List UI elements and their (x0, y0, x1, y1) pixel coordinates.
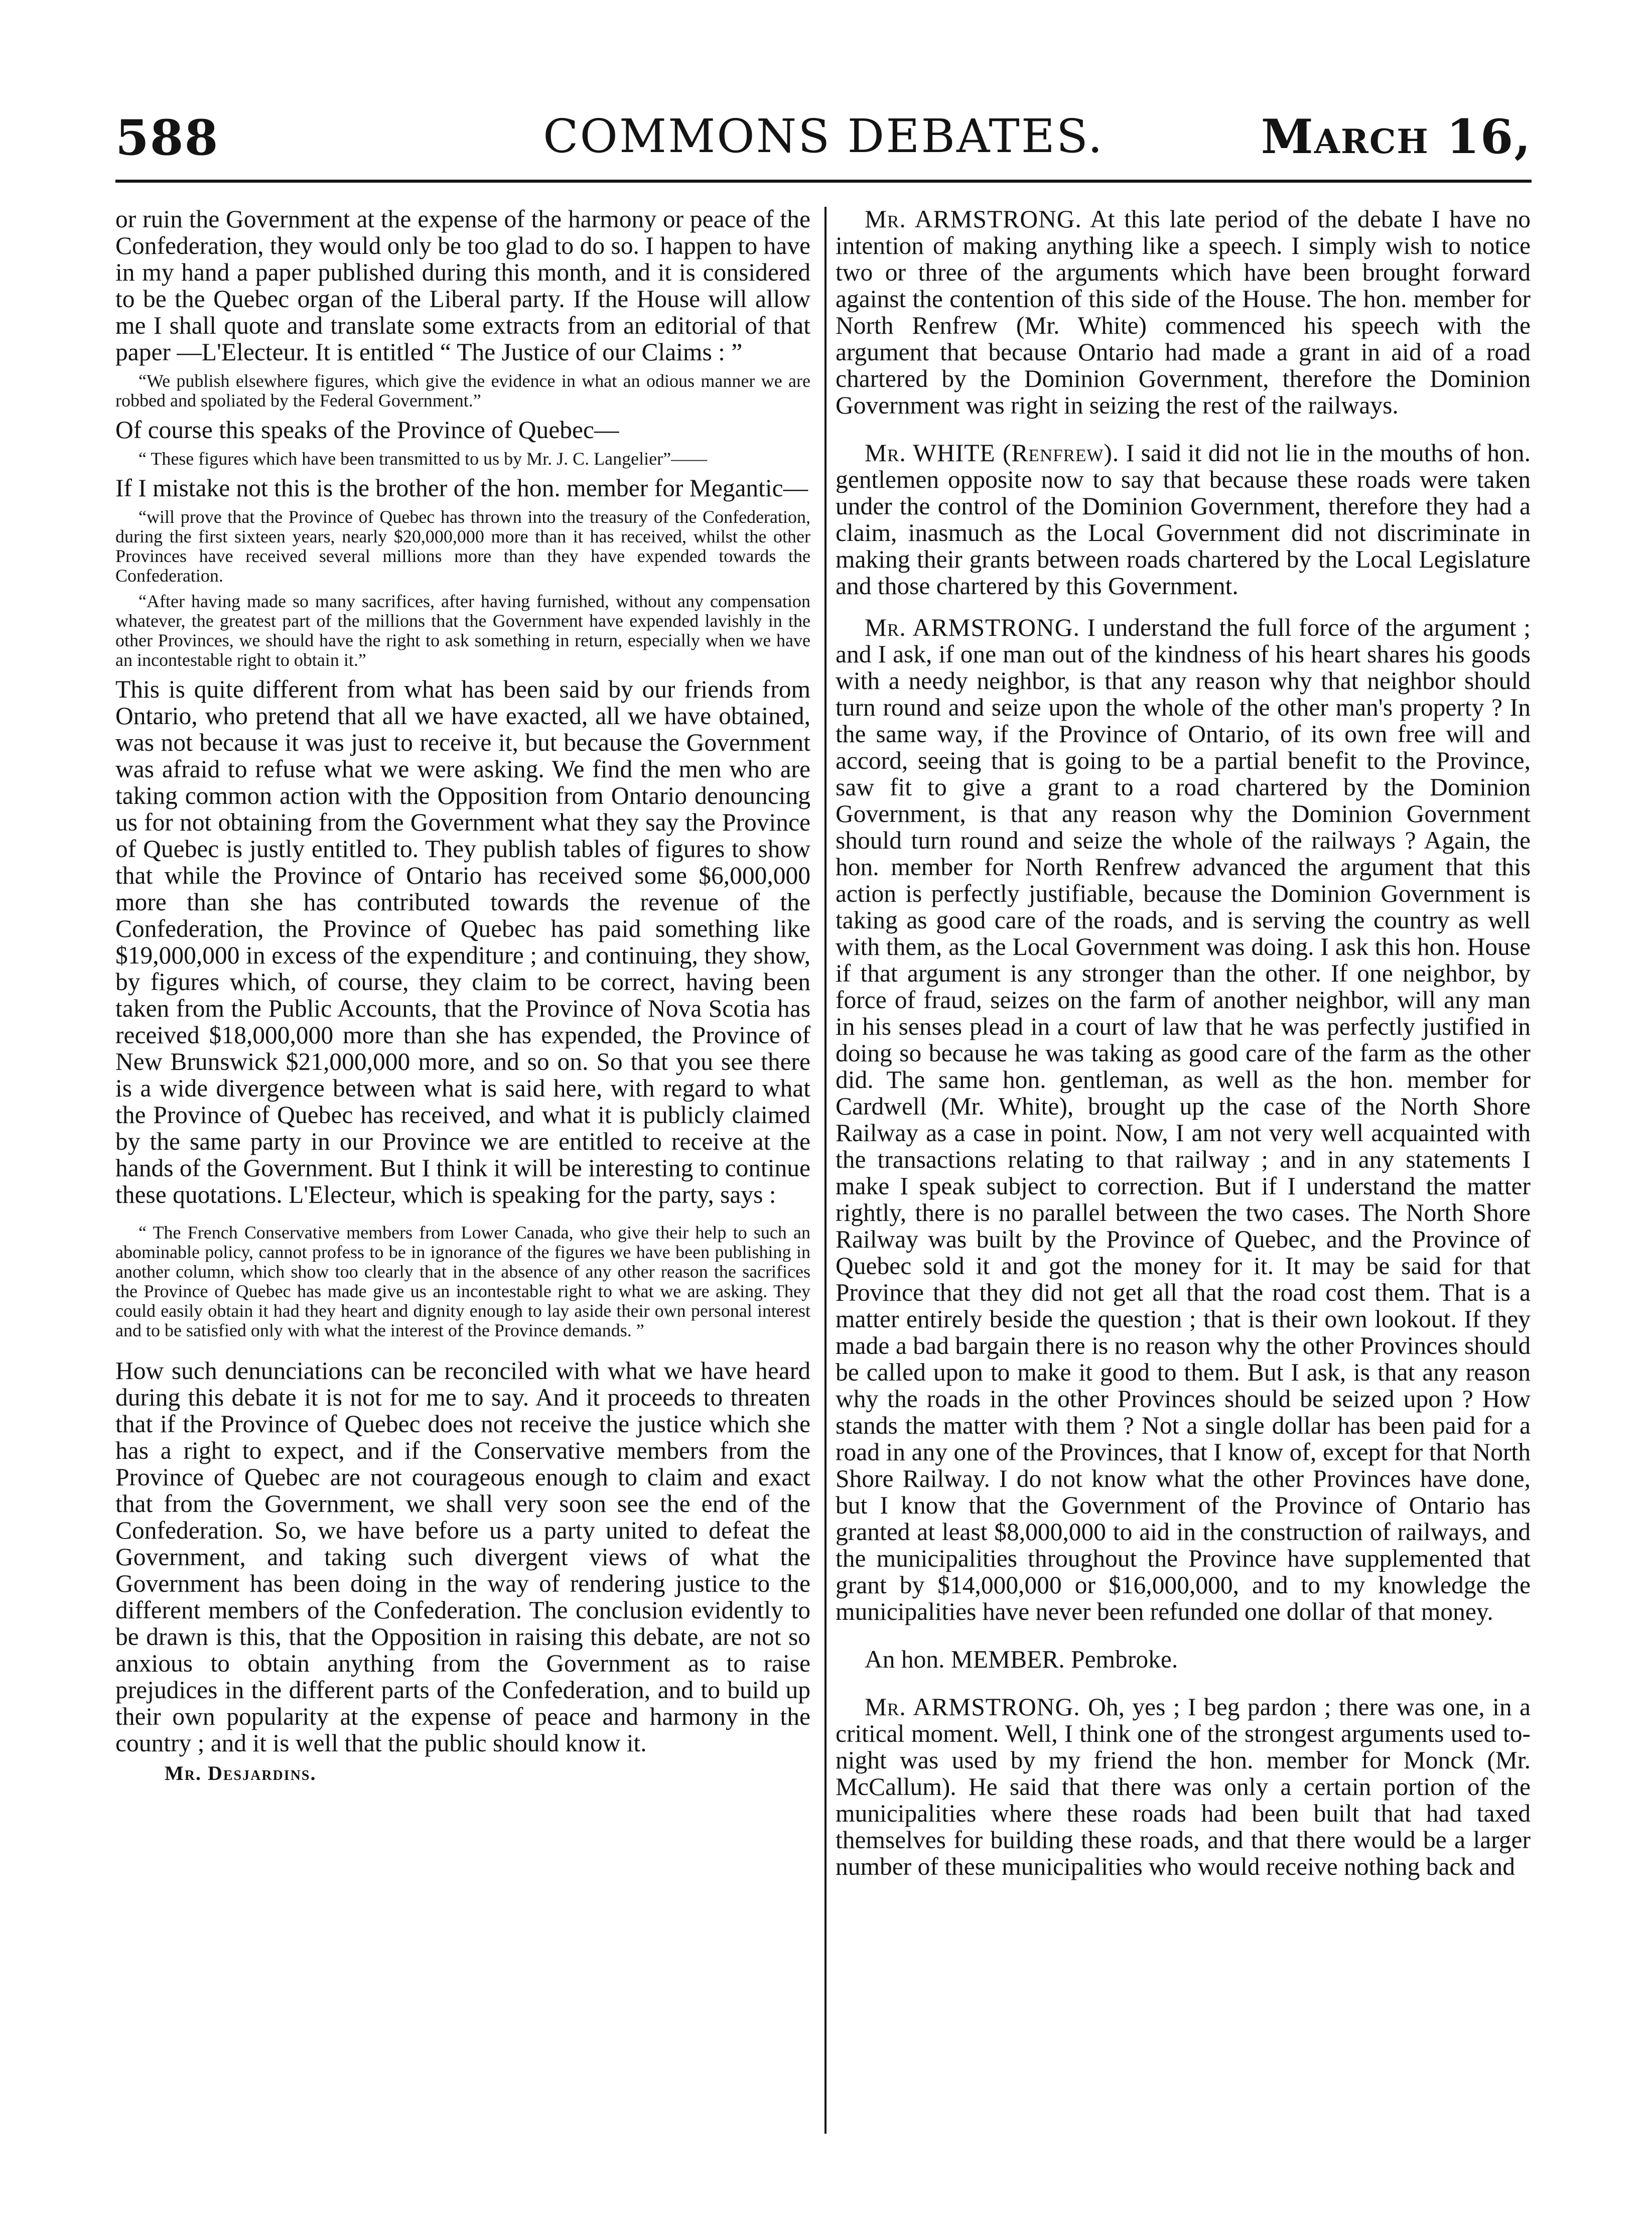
quote-3b: “After having made so many sacrifices, after having furnished, without any compensation whatever, the greatest part of the millions that the Government have expended lavishly in the other Provinces, we should have the right to ask something in return, especially when we have an incontestable right to obtain it.” (115, 591, 810, 670)
speech-armstrong-2 (836, 614, 1531, 1625)
speech-armstrong-3 (836, 1694, 1531, 1880)
speaker-name: Mr. ARMSTRONG. (865, 205, 1082, 233)
left-paragraph-2: Of course this speaks of the Province of Quebec— (115, 416, 619, 444)
speaker-name: Mr. ARMSTRONG. (865, 1693, 1080, 1721)
speaker-signoff: Mr. Desjardins. (165, 1762, 317, 1784)
speaker-name: An hon. MEMBER. (865, 1645, 1065, 1673)
running-title: COMMONS DEBATES. (543, 109, 1104, 163)
left-paragraph-1: or ruin the Government at the expense of the harmony or peace of the Confederation, they would only be too glad to do so. I happen to have in my hand a paper published during this month, and it is considered to be the Quebec organ of the Liberal party. If the House will allow me I shall quote and translate some extracts from an editorial of that paper —L'Electeur. It is entitled “ The Justice of our Claims : ” (115, 205, 810, 366)
speech-text: At this late period of the debate I have no intention of making anything like a speech. I simply wish to notice two or three of the arguments which have been brought forward against the contention of this side of the House. The hon. member for North Renfrew (Mr. White) commenced his speech with the argument that because Ontario had made a grant in aid of a road chartered by the Dominion Government, therefore the Dominion Government was right in seizing the rest of the railways. (836, 205, 1531, 419)
speech-text: I said it did not lie in the mouths of hon. gentlemen opposite now to say that because these roads were taken under the control of the Dominion Government, therefore they had a claim, inasmuch as the Local Government did not discriminate in making their grants between roads chartered by the Local Legislature and those chartered by this Government. (836, 439, 1531, 600)
speech-white (836, 440, 1531, 599)
column-divider (824, 207, 827, 2134)
left-paragraph-4: This is quite different from what has been said by our friends from Ontario, who pretend that all we have exacted, all we have obtained, was not because it was just to receive it, but because the Government was afraid to refuse what we were asking. We find the men who are taking common action with the Opposition from Ontario denouncing us for not obtaining from the Government what they say the Province of Quebec is justly entitled to. They publish tables of figures to show that while the Province of Ontario has received some $6,000,000 more than she has contributed towards the revenue of the Confederation, the Province of Quebec has paid something like $19,000,000 in excess of the expenditure ; and continuing, they show, by figures which, of course, they claim to be correct, having been taken from the Public Accounts, that the Province of Nova Scotia has received $18,000,000 more than she has expended, the Province of New Brunswick $21,000,000 more, and so on. So that you see there is a wide divergence between what is said here, with regard to what the Province of Quebec has received, and what it is publicly claimed by the same party in our Province we are entitled to receive at the hands of the Government. But I think it will be interesting to continue these quotations. L'Electeur, which is speaking for the party, says : (115, 675, 810, 1208)
speech-hon-member (836, 1646, 1531, 1673)
left-paragraph-5: How such denunciations can be reconciled with what we have heard during this debate it is not for me to say. And it proceeds to threaten that if the Province of Quebec does not receive the justice which she has a right to expect, and if the Conservative members from the Province of Quebec are not courageous enough to claim and exact that from the Government, we shall very soon see the end of the Confederation. So, we have before us a party united to defeat the Government, and taking such divergent views of what the Government has been doing in the way of rendering justice to the different members of the Confederation. The conclusion evidently to be drawn is this, that the Opposition in raising this debate, are not so anxious to obtain anything from the Government as to raise prejudices in the different parts of the Confederation, and to build up their own popularity at the expense of peace and harmony in the country ; and it is well that the public should know it. (115, 1357, 810, 1757)
page-date: March 16, (1261, 109, 1532, 165)
quote-2: “ These figures which have been transmitted to us by Mr. J. C. Langelier”—— (139, 449, 708, 469)
right-column (836, 206, 1531, 1880)
left-column (115, 206, 810, 1785)
speaker-name: Mr. ARMSTRONG. (865, 614, 1080, 641)
speech-text: I understand the full force of the argument ; and I ask, if one man out of the kindness of his heart shares his goods with a needy neighbor, is that any reason why that neighbor should turn round and seize upon the whole of the other man's property ? In the same way, if the Province of Ontario, of its own free will and accord, seeing that is going to be a partial benefit to the Province, saw fit to give a grant to a road chartered by the Dominion Government, is that any reason why the Dominion Government should turn round and seize the whole of the railways ? Again, the hon. member for North Renfrew advanced the argument that this action is perfectly justifiable, because the Dominion Government is taking as good care of the roads, and is serving the country as well with them, as the Local Government was doing. I ask this hon. House if that argument is any stronger than the other. If one neighbor, by force of fraud, seizes on the farm of another neighbor, will any man in his senses plead in a court of law that he was perfectly justified in doing so because he was taking as good care of the farm as the other did. The same hon. gentleman, as well as the hon. member for Cardwell (Mr. White), brought up the case of the North Shore Railway as a case in point. Now, I am not very well acquainted with the transactions relating to that railway ; and in any statements I make I speak subject to correction. But if I understand the matter rightly, there is no parallel between the two cases. The North Shore Railway was built by the Province of Quebec, and the Province of Quebec sold it and got the money for it. It may be said for that Province that they did not get all that the road cost them. That is a matter entirely beside the question ; that is their own lookout. If they made a bad bargain there is no reason why the other Provinces should be called upon to make it good to them. But I ask, is that any reason why the roads in the other Provinces should be seized upon ? How stands the matter with them ? Not a single dollar has been paid for a road in any one of the Provinces, that I know of, except for that North Shore Railway. I do not know what the other Provinces have done, but I know that the Government of the Province of Ontario has granted at least $8,000,000 to aid in the construction of railways, and the municipalities throughout the Province have supplemented that grant by $14,000,000 or $16,000,000, and to my knowledge the municipalities have never been refunded one dollar of that money. (836, 614, 1531, 1625)
speech-text: Pembroke. (1064, 1645, 1178, 1673)
speaker-name: Mr. WHITE (Renfrew). (865, 439, 1120, 467)
page-header (115, 100, 1532, 176)
header-rule (115, 180, 1532, 183)
quote-1: “We publish elsewhere figures, which give the evidence in what an odious manner we are robbed and spoliated by the Federal Government.” (115, 371, 810, 410)
speech-text: Oh, yes ; I beg pardon ; there was one, in a critical moment. Well, I think one of the strongest arguments used to-night was used by my friend the hon. member for Monck (Mr. McCallum). He said that there was only a certain portion of the municipalities where these roads had been built that had taxed themselves for building these roads, and that there would be a larger number of these municipalities who would receive nothing back and (836, 1693, 1531, 1880)
speech-armstrong-1 (836, 206, 1531, 419)
quote-3a: “will prove that the Province of Quebec has thrown into the treasury of the Confederation, during the first sixteen years, nearly $20,000,000 more than it has received, whilst the other Provinces have received several millions more than they have expended towards the Confederation. (115, 507, 810, 586)
left-paragraph-3: If I mistake not this is the brother of the hon. member for Megantic— (115, 474, 808, 502)
quote-4: “ The French Conservative members from Lower Canada, who give their help to such an abominable policy, cannot profess to be in ignorance of the figures we have been publishing in another column, which show too clearly that in the absence of any other reason the sacrifices the Province of Quebec has made give us an incontestable right to what we are asking. They could easily obtain it had they heart and dignity enough to lay aside their own personal interest and to be satisfied only with what the interest of the Province demands. ” (115, 1222, 810, 1340)
page-number: 588 (115, 109, 219, 166)
